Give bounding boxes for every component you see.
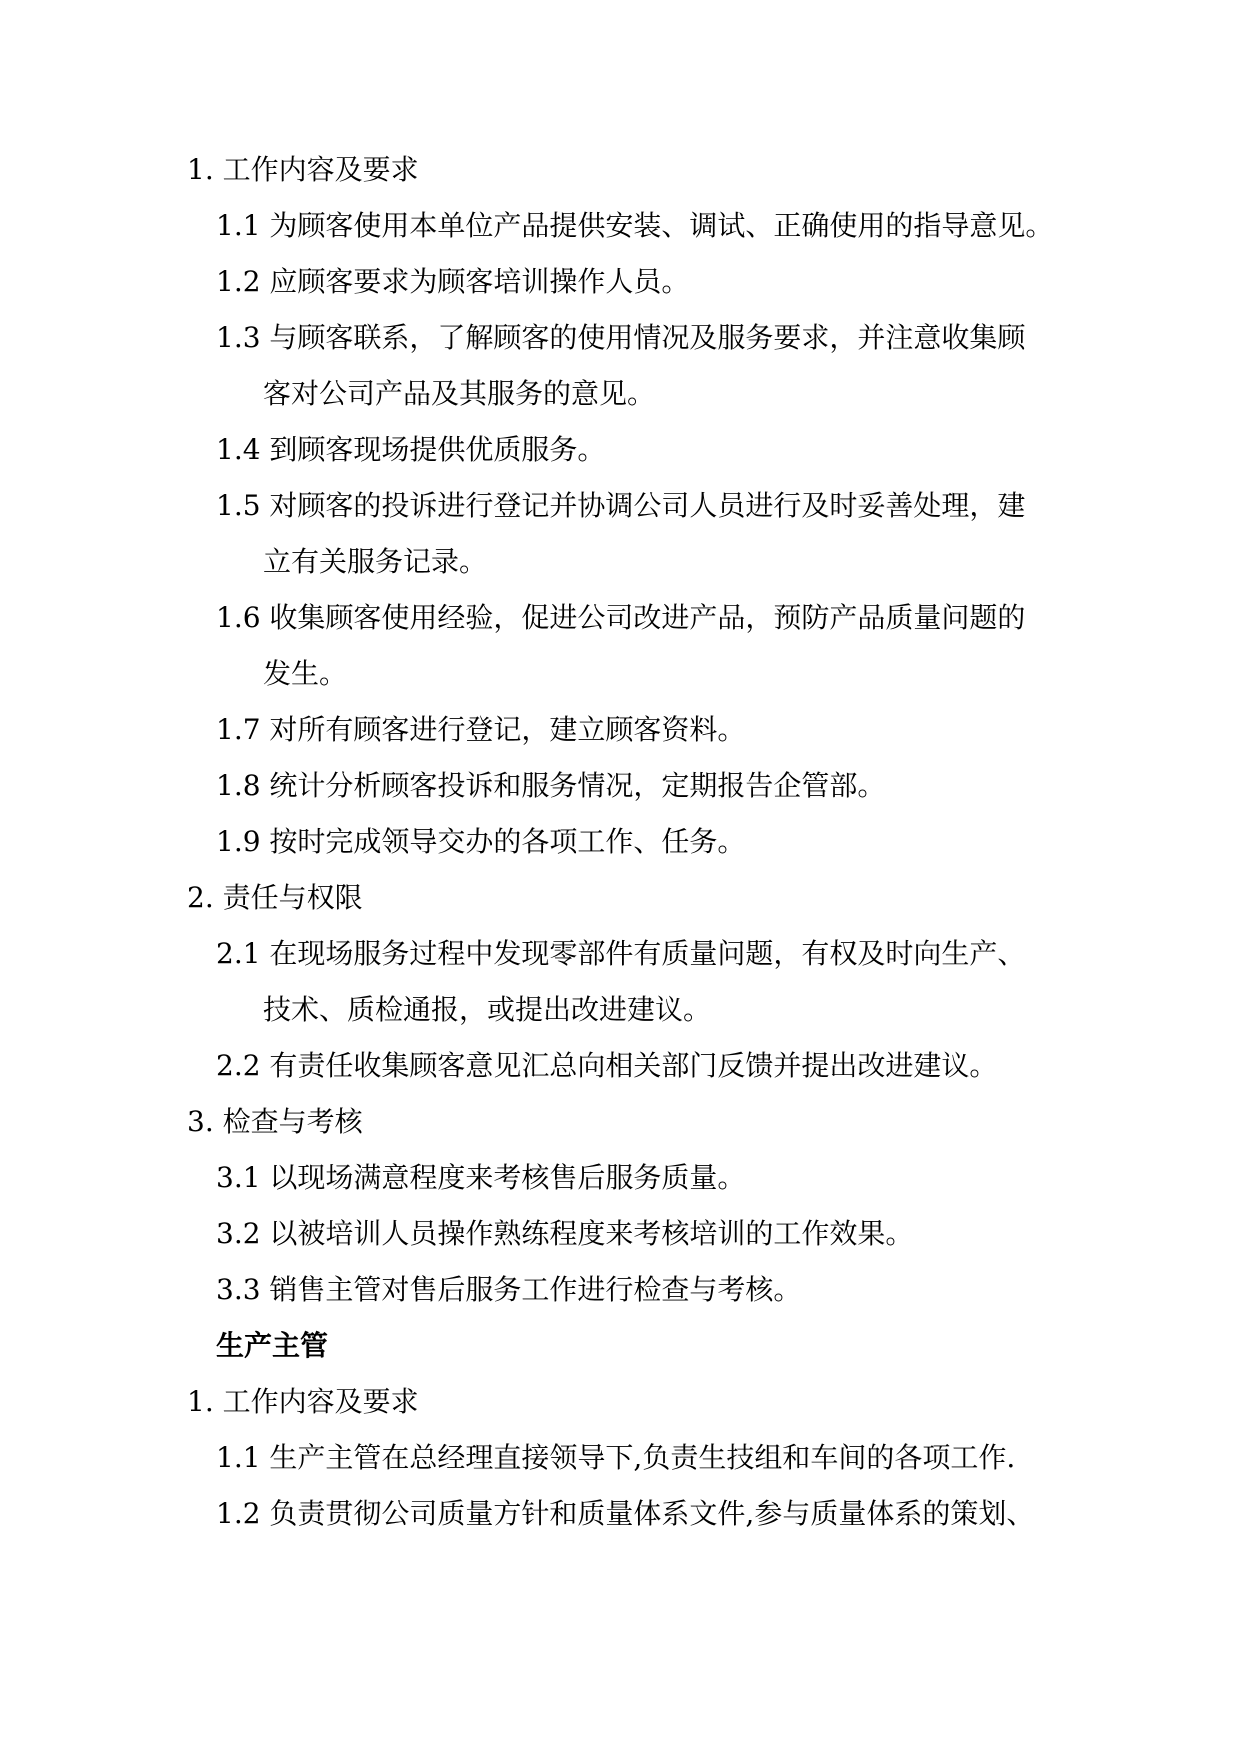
list-item-continuation: 技术、质检通报，或提出改进建议。 [263,993,712,1026]
list-item: 2.2 有责任收集顾客意见汇总向相关部门反馈并提出改进建议。 [216,1049,998,1082]
list-item: 1.4 到顾客现场提供优质服务。 [216,433,606,466]
list-item: 1.2 负责贯彻公司质量方针和质量体系文件,参与质量体系的策划、 [216,1497,1035,1530]
list-item: 3.3 销售主管对售后服务工作进行检查与考核。 [216,1273,802,1306]
list-item: 1.3 与顾客联系，了解顾客的使用情况及服务要求，并注意收集顾 [216,321,1026,354]
list-item: 2.1 在现场服务过程中发现零部件有质量问题，有权及时向生产、 [216,937,1026,970]
section-title: 3. 检查与考核 [187,1105,363,1138]
list-item: 3.2 以被培训人员操作熟练程度来考核培训的工作效果。 [216,1217,914,1250]
list-item: 1.8 统计分析顾客投诉和服务情况，定期报告企管部。 [216,769,886,802]
role-heading: 生产主管 [216,1329,329,1362]
list-item-continuation: 客对公司产品及其服务的意见。 [263,377,656,410]
list-item: 1.7 对所有顾客进行登记，建立顾客资料。 [216,713,746,746]
section-title: 1. 工作内容及要求 [187,153,419,186]
list-item: 1.5 对顾客的投诉进行登记并协调公司人员进行及时妥善处理，建 [216,489,1026,522]
list-item-continuation: 立有关服务记录。 [263,545,488,578]
list-item: 1.2 应顾客要求为顾客培训操作人员。 [216,265,690,298]
list-item: 1.1 生产主管在总经理直接领导下,负责生技组和车间的各项工作. [216,1441,1016,1474]
list-item: 1.1 为顾客使用本单位产品提供安装、调试、正确使用的指导意见。 [216,209,1054,242]
section-title: 1. 工作内容及要求 [187,1385,419,1418]
list-item: 1.6 收集顾客使用经验，促进公司改进产品，预防产品质量问题的 [216,601,1026,634]
section-title: 2. 责任与权限 [187,881,363,914]
list-item-continuation: 发生。 [263,657,348,690]
list-item: 3.1 以现场满意程度来考核售后服务质量。 [216,1161,746,1194]
list-item: 1.9 按时完成领导交办的各项工作、任务。 [216,825,746,858]
